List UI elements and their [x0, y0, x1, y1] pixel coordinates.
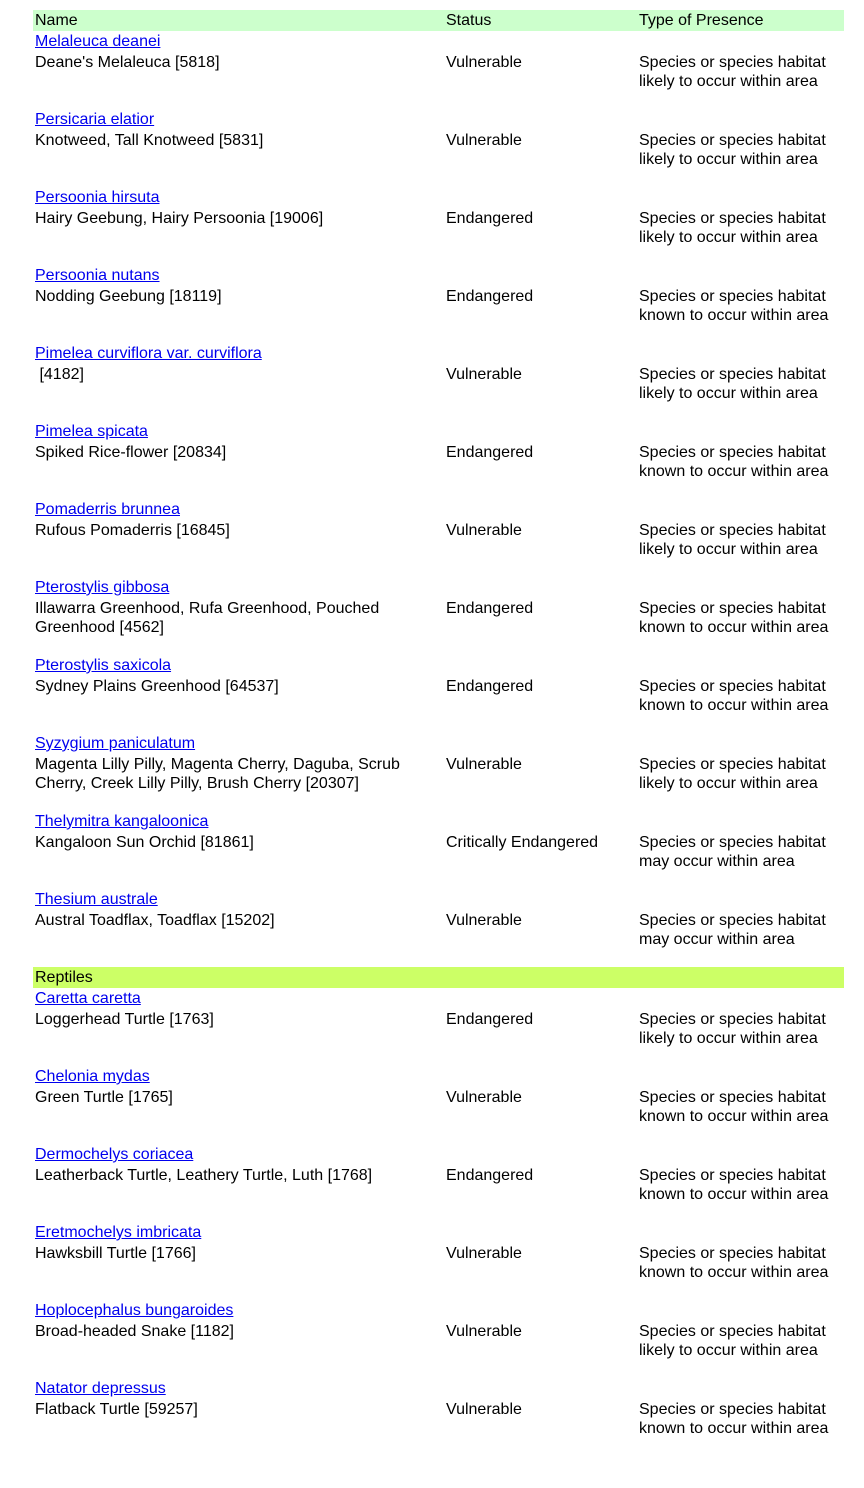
status: Vulnerable [446, 132, 522, 149]
common-name: Rufous Pomaderris [16845] [35, 522, 230, 539]
presence: Species or species habitat likely to occur within area [639, 210, 826, 246]
common-name: Kangaloon Sun Orchid [81861] [35, 834, 254, 851]
table-row [33, 655, 844, 733]
common-name: Sydney Plains Greenhood [64537] [35, 678, 279, 695]
presence: Species or species habitat known to occur within area [639, 678, 829, 714]
presence: Species or species habitat known to occur within area [639, 444, 829, 480]
status: Vulnerable [446, 54, 522, 71]
header-presence: Type of Presence [639, 12, 764, 29]
common-name: Flatback Turtle [59257] [35, 1401, 198, 1418]
table-row [33, 889, 844, 967]
status: Critically Endangered [446, 834, 599, 851]
status: Endangered [446, 600, 534, 617]
status: Endangered [446, 678, 534, 695]
common-name: Broad-headed Snake [1182] [35, 1323, 234, 1340]
table-row [33, 109, 844, 187]
status: Endangered [446, 444, 534, 461]
table-row [33, 421, 844, 499]
common-name: [4182] [35, 366, 84, 383]
header-status: Status [446, 12, 492, 29]
common-name: Magenta Lilly Pilly, Magenta Cherry, Daguba, Scrub Cherry, Creek Lilly Pilly, Brush Cherry [20307] [35, 756, 400, 792]
table-header [33, 10, 844, 31]
status: Vulnerable [446, 522, 522, 539]
species-link[interactable]: Pomaderris brunnea [35, 501, 180, 518]
presence: Species or species habitat may occur within area [639, 834, 826, 870]
status: Vulnerable [446, 1089, 522, 1106]
species-link[interactable]: Persicaria elatior [35, 111, 155, 128]
species-table [33, 10, 844, 1456]
species-link[interactable]: Chelonia mydas [35, 1068, 150, 1085]
common-name: Illawarra Greenhood, Rufa Greenhood, Pouched Greenhood [4562] [35, 600, 380, 636]
common-name: Hairy Geebung, Hairy Persoonia [19006] [35, 210, 324, 227]
species-link[interactable]: Melaleuca deanei [35, 33, 161, 50]
species-link[interactable]: Syzygium paniculatum [35, 735, 196, 752]
common-name: Green Turtle [1765] [35, 1089, 173, 1106]
status: Vulnerable [446, 1401, 522, 1418]
species-link[interactable]: Pimelea spicata [35, 423, 148, 440]
species-link[interactable]: Pimelea curviflora var. curviflora [35, 345, 262, 362]
table-row [33, 577, 844, 655]
species-link[interactable]: Pterostylis saxicola [35, 657, 172, 674]
common-name: Spiked Rice-flower [20834] [35, 444, 227, 461]
presence: Species or species habitat likely to occur within area [639, 1323, 826, 1359]
table-row [33, 1222, 844, 1300]
species-link[interactable]: Dermochelys coriacea [35, 1146, 194, 1163]
table-row [33, 988, 844, 1066]
common-name: Leatherback Turtle, Leathery Turtle, Luth [1768] [35, 1167, 373, 1184]
presence: Species or species habitat known to occur within area [639, 600, 829, 636]
section-heading-reptiles: Reptiles [33, 967, 844, 988]
table-row [33, 1300, 844, 1378]
presence: Species or species habitat known to occur within area [639, 1401, 829, 1437]
status: Vulnerable [446, 1323, 522, 1340]
status: Vulnerable [446, 366, 522, 383]
species-link[interactable]: Pterostylis gibbosa [35, 579, 170, 596]
header-name: Name [35, 12, 78, 29]
presence: Species or species habitat likely to occur within area [639, 756, 826, 792]
presence: Species or species habitat likely to occur within area [639, 132, 826, 168]
presence: Species or species habitat likely to occur within area [639, 1011, 826, 1047]
presence: Species or species habitat known to occur within area [639, 1245, 829, 1281]
status: Vulnerable [446, 912, 522, 929]
table-row [33, 499, 844, 577]
status: Vulnerable [446, 1245, 522, 1262]
status: Endangered [446, 288, 534, 305]
table-row [33, 1144, 844, 1222]
status: Endangered [446, 1167, 534, 1184]
table-row [33, 31, 844, 109]
table-row [33, 1378, 844, 1456]
presence: Species or species habitat likely to occur within area [639, 522, 826, 558]
table-row [33, 265, 844, 343]
species-link[interactable]: Thesium australe [35, 891, 158, 908]
presence: Species or species habitat known to occur within area [639, 1089, 829, 1125]
presence: Species or species habitat known to occur within area [639, 1167, 829, 1203]
common-name: Nodding Geebung [18119] [35, 288, 222, 305]
status: Endangered [446, 210, 534, 227]
table-row [33, 811, 844, 889]
table-row [33, 733, 844, 811]
presence: Species or species habitat likely to occur within area [639, 366, 826, 402]
species-link[interactable]: Persoonia hirsuta [35, 189, 160, 206]
species-link[interactable]: Persoonia nutans [35, 267, 160, 284]
species-link[interactable]: Caretta caretta [35, 990, 141, 1007]
common-name: Deane's Melaleuca [5818] [35, 54, 220, 71]
table-row [33, 1066, 844, 1144]
species-link[interactable]: Thelymitra kangaloonica [35, 813, 209, 830]
presence: Species or species habitat known to occur within area [639, 288, 829, 324]
table-row [33, 343, 844, 421]
presence: Species or species habitat may occur within area [639, 912, 826, 948]
common-name: Austral Toadflax, Toadflax [15202] [35, 912, 275, 929]
table-row [33, 187, 844, 265]
species-link[interactable]: Eretmochelys imbricata [35, 1224, 202, 1241]
presence: Species or species habitat likely to occur within area [639, 54, 826, 90]
species-link[interactable]: Hoplocephalus bungaroides [35, 1302, 234, 1319]
status: Vulnerable [446, 756, 522, 773]
species-link[interactable]: Natator depressus [35, 1380, 166, 1397]
common-name: Knotweed, Tall Knotweed [5831] [35, 132, 264, 149]
common-name: Loggerhead Turtle [1763] [35, 1011, 214, 1028]
common-name: Hawksbill Turtle [1766] [35, 1245, 196, 1262]
status: Endangered [446, 1011, 534, 1028]
